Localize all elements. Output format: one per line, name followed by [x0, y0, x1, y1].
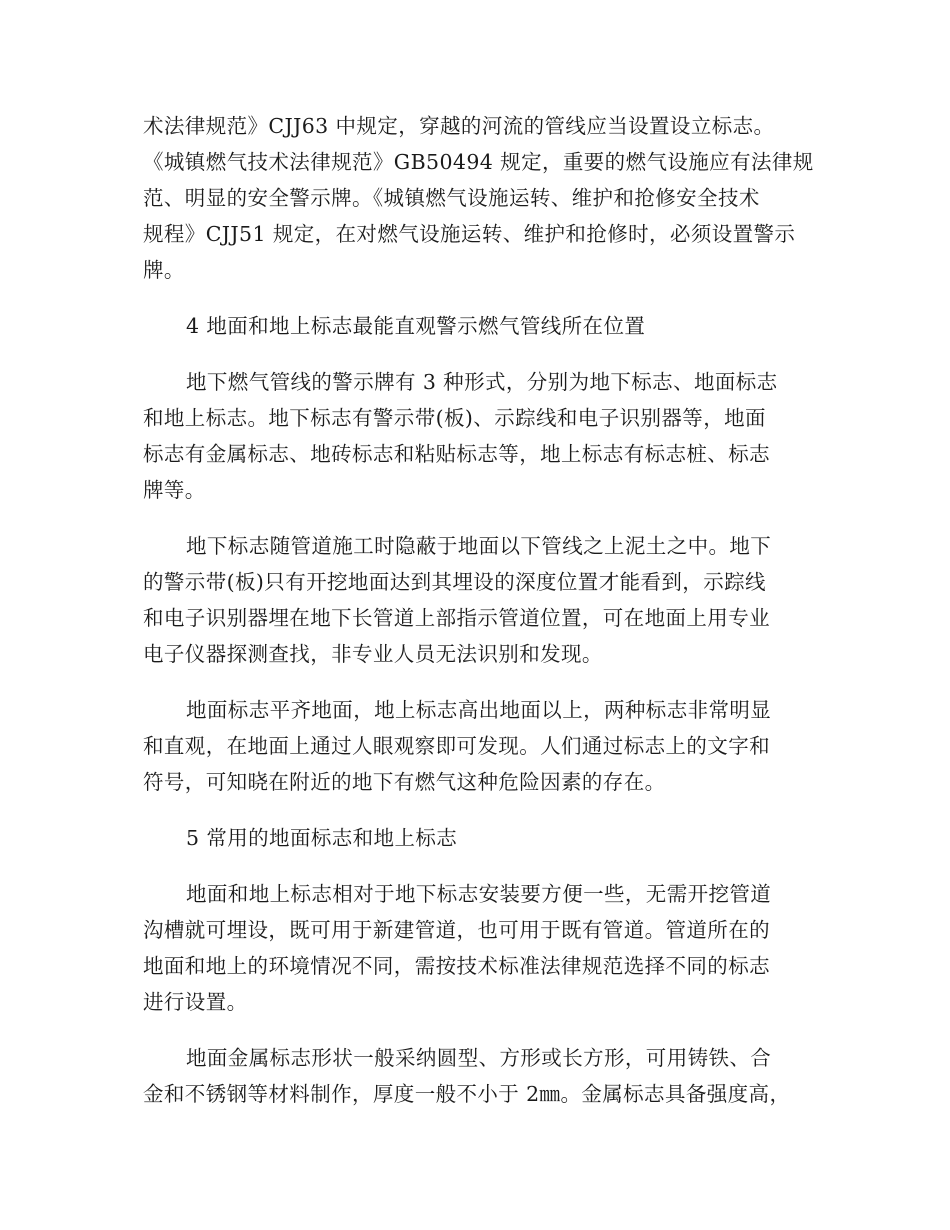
- text-line: 电子仪器探测查找，非专业人员无法识别和发现。: [143, 642, 603, 666]
- text-line: 地下燃气管线的警示牌有 3 种形式，分别为地下标志、地面标志: [186, 370, 778, 394]
- text-line: 沟槽就可埋设，既可用于新建管道，也可用于既有管道。管道所在的: [143, 918, 770, 942]
- text-line: 规程》CJJ51 规定，在对燃气设施运转、维护和抢修时，必须设置警示: [143, 222, 796, 246]
- text-line: 的警示带(板)只有开挖地面达到其埋设的深度位置才能看到，示踪线: [143, 570, 766, 594]
- text-line: 进行设置。: [143, 990, 248, 1014]
- text-line: 牌。: [143, 258, 185, 282]
- text-line: 标志有金属标志、地砖标志和粘贴标志等，地上标志有标志桩、标志: [143, 442, 770, 466]
- text-line: 术法律规范》CJJ63 中规定，穿越的河流的管线应当设置设立标志。: [143, 114, 775, 138]
- text-line: 金和不锈钢等材料制作，厚度一般不小于 2㎜。金属标志具备强度高，: [143, 1082, 791, 1106]
- text-line: 地面金属标志形状一般采纳圆型、方形或长方形，可用铸铁、合: [186, 1046, 772, 1070]
- section-heading: 4 地面和地上标志最能直观警示燃气管线所在位置: [186, 314, 646, 338]
- section-heading: 5 常用的地面标志和地上标志: [186, 826, 458, 850]
- text-line: 和地上标志。地下标志有警示带(板)、示踪线和电子识别器等，地面: [143, 406, 766, 430]
- text-line: 地面标志平齐地面，地上标志高出地面以上，两种标志非常明显: [186, 698, 772, 722]
- text-line: 地面和地上的环境情况不同，需按技术标准法律规范选择不同的标志: [143, 954, 770, 978]
- text-line: 地面和地上标志相对于地下标志安装要方便一些，无需开挖管道: [186, 882, 772, 906]
- text-line: 范、明显的安全警示牌。《城镇燃气设施运转、维护和抢修安全技术: [143, 186, 760, 210]
- text-line: 符号，可知晓在附近的地下有燃气这种危险因素的存在。: [143, 770, 666, 794]
- text-line: 和电子识别器埋在地下长管道上部指示管道位置，可在地面上用专业: [143, 606, 770, 630]
- text-line: 地下标志随管道施工时隐蔽于地面以下管线之上泥土之中。地下: [186, 534, 772, 558]
- text-line: 牌等。: [143, 478, 206, 502]
- text-line: 和直观，在地面上通过人眼观察即可发现。人们通过标志上的文字和: [143, 734, 770, 758]
- text-line: 《城镇燃气技术法律规范》GB50494 规定，重要的燃气设施应有法律规: [143, 150, 814, 174]
